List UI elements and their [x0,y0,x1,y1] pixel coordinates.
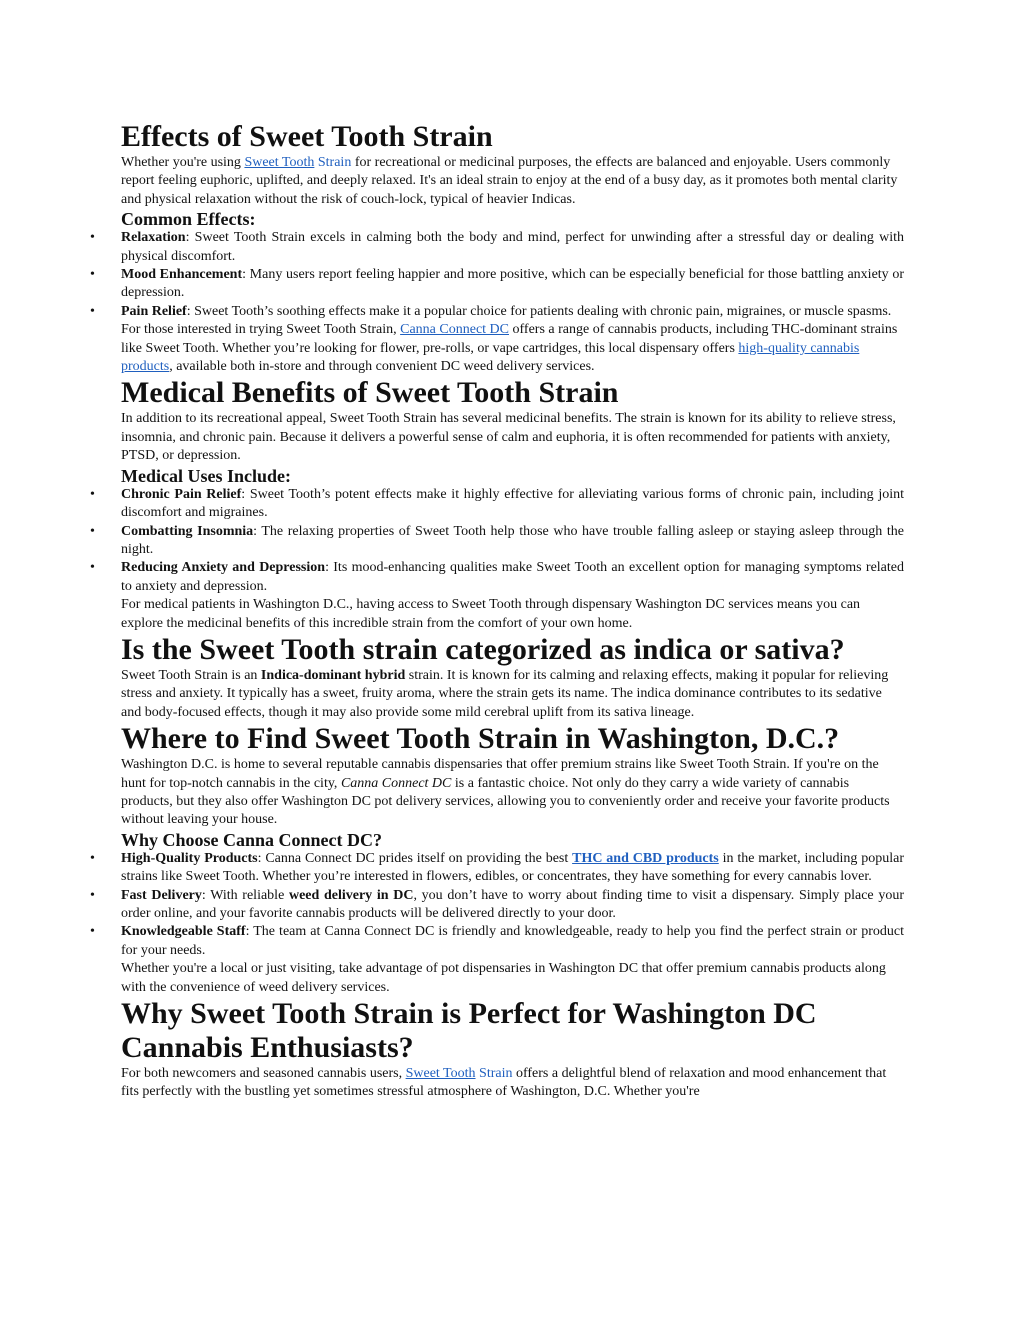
paragraph-washington-dispensaries: Washington D.C. is home to several reputable cannabis dispensaries that offer premium strains like Sweet Tooth Strain. If you're on the hunt for top-notch cannabis in the city, Canna Connect DC is a fantastic choice. Not only do they carry a wide variety of cannabis products, but they also offer Washington DC pot delivery services, allowing you to conveniently order and receive your favorite products without leaving your house. [121,757,890,828]
list-item: • Relaxation: Sweet Tooth Strain excels in calming both the body and mind, perfect for unwinding after a stressful day or dealing with physical discomfort. [90,230,904,264]
link-strain-2[interactable]: Strain [479,1066,513,1082]
document-page [90,120,904,1102]
paragraph-indica-dominant: Sweet Tooth Strain is an Indica-dominant hybrid strain. It is known for its calming and relaxing effects, making it popular for relieving stress and anxiety. It typically has a sweet, fruity aroma, where the strain gets its name. The indica dominance contributes to its sedative and body-focused effects, though it may also provide some mild cerebral uplift from its sativa lineage. [121,667,889,720]
bullet-icon: • [90,560,95,576]
bullet-icon: • [90,523,95,539]
list-item: • Chronic Pain Relief: Sweet Tooth’s potent effects make it highly effective for alleviating various forms of chronic pain, including joint discomfort and migraines. [90,486,904,521]
list-item: • Pain Relief: Sweet Tooth’s soothing effects make it a popular choice for patients dealing with chronic pain, migraines, or muscle spasms. [121,303,904,321]
list-item: • Mood Enhancement: Many users report feeling happier and more positive, which can be especially beneficial for those battling anxiety or depression. [90,267,904,301]
subheading-why-choose: Why Choose Canna Connect DC? [121,829,383,850]
heading-medical-benefits: Medical Benefits of Sweet Tooth Strain [121,376,619,410]
link-canna-connect-dc[interactable]: Canna Connect DC [400,322,509,338]
bullet-icon: • [90,230,95,246]
list-why-choose [90,850,904,960]
subheading-medical-uses: Medical Uses Include: [121,465,291,486]
paragraph-effects-intro: Whether you're using Sweet Tooth Strain for recreational or medicinal purposes, the effects are balanced and enjoyable. Users commonly report feeling euphoric, uplifted, and deeply relaxed. It's an ideal strain to enjoy at the end of a busy day, as it promotes both mental clarity and physical relaxation without the risk of couch-lock, typical of heavier Indicas. [121,155,898,207]
subheading-common-effects: Common Effects: [121,209,256,230]
list-item: • Combatting Insomnia: The relaxing properties of Sweet Tooth help those who have trouble falling asleep or staying asleep through the night. [90,523,904,557]
bullet-icon: • [90,267,95,283]
heading-where-to-find: Where to Find Sweet Tooth Strain in Washington, D.C.? [121,722,840,756]
link-sweet-tooth[interactable]: Sweet Tooth [244,155,315,170]
heading-perfect-for-dc: Why Sweet Tooth Strain is Perfect for Washington DC Cannabis Enthusiasts? [121,997,817,1065]
bullet-icon: • [90,303,95,319]
bullet-icon: • [90,924,95,940]
heading-indica-or-sativa: Is the Sweet Tooth strain categorized as indica or sativa? [121,632,845,666]
paragraph-local-visiting: Whether you're a local or just visiting, take advantage of pot dispensaries in Washington DC that offer premium cannabis products along with the convenience of weed delivery services. [121,961,886,995]
link-high-quality-products[interactable]: high-quality cannabis products [121,340,860,375]
list-medical-uses [90,486,904,596]
link-sweet-tooth-2[interactable]: Sweet Tooth [405,1066,476,1082]
list-item: • Reducing Anxiety and Depression: Its mood-enhancing qualities make Sweet Tooth an excellent option for managing symptoms related to anxiety and depression. [90,560,904,594]
paragraph-canna-connect: For those interested in trying Sweet Tooth Strain, Canna Connect DC offers a range of cannabis products, including THC-dominant strains like Sweet Tooth. Whether you’re looking for flower, pre-rolls, or vape cartridges, this local dispensary offers high-quality cannabis products, available both in-store and through convenient DC weed delivery services. [121,322,898,375]
list-item: • High-Quality Products: Canna Connect DC prides itself on providing the best THC and CBD products in the market, including popular strains like Sweet Tooth. Whether you’re interested in flowers, edibles, or concentrates, they have something for every cannabis lover. [90,850,904,885]
list-item: • Fast Delivery: With reliable weed delivery in DC, you don’t have to worry about finding time to visit a dispensary. Simply place your order online, and your favorite cannabis products will be delivered directly to your door. [90,887,904,921]
list-item: • Knowledgeable Staff: The team at Canna Connect DC is friendly and knowledgeable, ready to help you find the perfect strain or product for your needs. [90,924,904,958]
bullet-icon: • [90,486,95,502]
paragraph-newcomers: For both newcomers and seasoned cannabis users, Sweet Tooth Strain offers a delightful blend of relaxation and mood enhancement that fits perfectly with the bustling yet sometimes stressful atmosphere of Washington, D.C. Whether you're [121,1066,887,1100]
link-thc-cbd-products[interactable]: THC and CBD products [572,850,719,866]
bullet-icon: • [90,850,95,866]
list-common-effects [90,229,904,321]
bullet-icon: • [90,887,95,903]
heading-effects: Effects of Sweet Tooth Strain [121,120,493,153]
paragraph-medical-intro: In addition to its recreational appeal, Sweet Tooth Strain has several medicinal benefits. The strain is known for its ability to relieve stress, insomnia, and chronic pain. Because it delivers a powerful sense of calm and euphoria, it is often recommended for patients with anxiety, PTSD, or depression. [121,411,896,464]
link-strain[interactable]: Strain [317,155,352,170]
paragraph-medical-patients: For medical patients in Washington D.C., having access to Sweet Tooth through dispensary Washington DC services means you can explore the medicinal benefits of this incredible strain from the comfort of your own home. [121,597,861,631]
